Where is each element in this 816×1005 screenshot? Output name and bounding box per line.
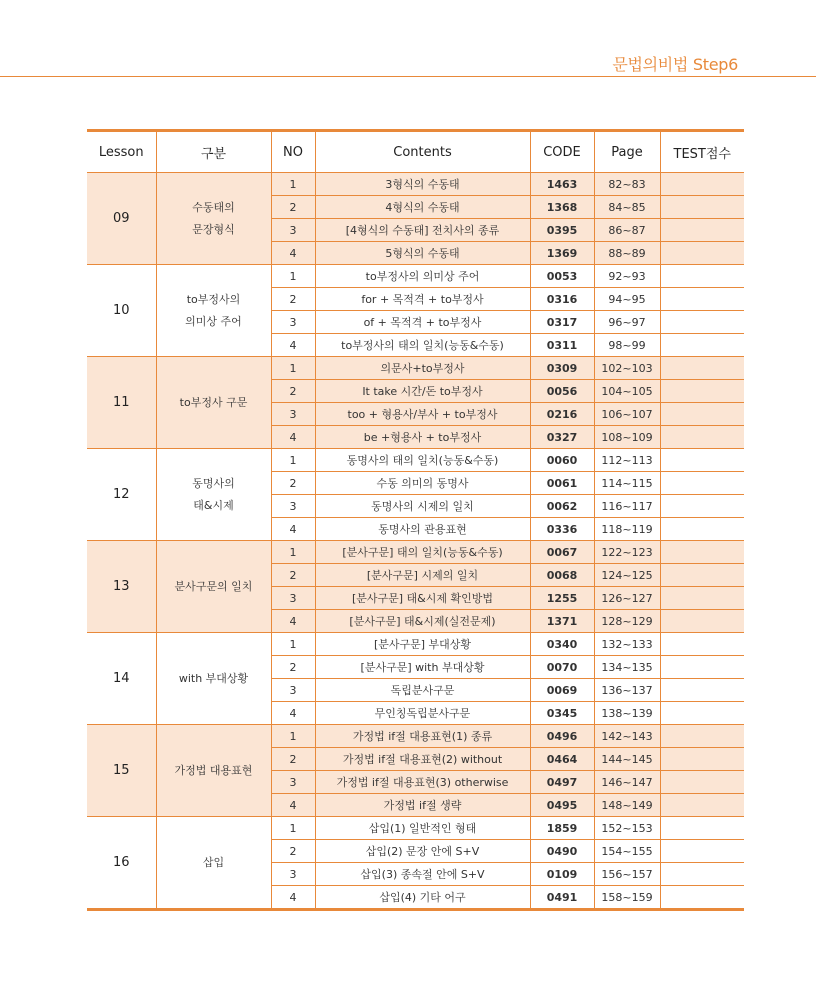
lesson-category: 분사구문의 일치 xyxy=(156,541,271,633)
test-score-cell[interactable] xyxy=(660,265,744,288)
test-score-cell[interactable] xyxy=(660,794,744,817)
test-score-cell[interactable] xyxy=(660,679,744,702)
row-page: 134~135 xyxy=(594,656,660,679)
test-score-cell[interactable] xyxy=(660,518,744,541)
row-page: 144~145 xyxy=(594,748,660,771)
table-row xyxy=(87,817,744,840)
row-number: 2 xyxy=(271,656,315,679)
test-score-cell[interactable] xyxy=(660,357,744,380)
row-number: 4 xyxy=(271,518,315,541)
row-contents: 삽입(4) 기타 어구 xyxy=(315,886,530,910)
row-page: 104~105 xyxy=(594,380,660,403)
row-number: 3 xyxy=(271,311,315,334)
test-score-cell[interactable] xyxy=(660,495,744,518)
lesson-category: 가정법 대용표현 xyxy=(156,725,271,817)
row-number: 3 xyxy=(271,863,315,886)
row-code: 0061 xyxy=(530,472,594,495)
test-score-cell[interactable] xyxy=(660,771,744,794)
row-contents: 삽입(2) 문장 안에 S+V xyxy=(315,840,530,863)
row-contents: [분사구문] 부대상황 xyxy=(315,633,530,656)
col-header-category: 구분 xyxy=(156,131,271,173)
test-score-cell[interactable] xyxy=(660,449,744,472)
row-code: 0053 xyxy=(530,265,594,288)
row-contents: 무인칭독립분사구문 xyxy=(315,702,530,725)
row-code: 0311 xyxy=(530,334,594,357)
row-contents: [분사구문] 시제의 일치 xyxy=(315,564,530,587)
row-page: 138~139 xyxy=(594,702,660,725)
row-number: 4 xyxy=(271,242,315,265)
row-contents: 동명사의 태의 일치(능동&수동) xyxy=(315,449,530,472)
table-row xyxy=(87,173,744,196)
row-contents: 4형식의 수동태 xyxy=(315,196,530,219)
row-contents: be +형용사 + to부정사 xyxy=(315,426,530,449)
test-score-cell[interactable] xyxy=(660,219,744,242)
row-page: 116~117 xyxy=(594,495,660,518)
row-page: 102~103 xyxy=(594,357,660,380)
row-number: 3 xyxy=(271,771,315,794)
row-contents: 수동 의미의 동명사 xyxy=(315,472,530,495)
test-score-cell[interactable] xyxy=(660,334,744,357)
row-number: 2 xyxy=(271,748,315,771)
col-header-code: CODE xyxy=(530,131,594,173)
row-code: 0316 xyxy=(530,288,594,311)
test-score-cell[interactable] xyxy=(660,564,744,587)
table-row xyxy=(87,725,744,748)
row-page: 142~143 xyxy=(594,725,660,748)
lesson-number: 10 xyxy=(87,265,156,357)
row-code: 0336 xyxy=(530,518,594,541)
row-page: 156~157 xyxy=(594,863,660,886)
lesson-number: 09 xyxy=(87,173,156,265)
lesson-number: 12 xyxy=(87,449,156,541)
test-score-cell[interactable] xyxy=(660,196,744,219)
row-page: 86~87 xyxy=(594,219,660,242)
lesson-category: to부정사의 의미상 주어 xyxy=(156,265,271,357)
test-score-cell[interactable] xyxy=(660,886,744,910)
row-page: 122~123 xyxy=(594,541,660,564)
row-code: 0327 xyxy=(530,426,594,449)
row-page: 132~133 xyxy=(594,633,660,656)
test-score-cell[interactable] xyxy=(660,610,744,633)
row-page: 128~129 xyxy=(594,610,660,633)
row-number: 1 xyxy=(271,725,315,748)
lesson-group xyxy=(87,725,744,817)
row-contents: 동명사의 시제의 일치 xyxy=(315,495,530,518)
row-code: 1368 xyxy=(530,196,594,219)
col-header-no: NO xyxy=(271,131,315,173)
test-score-cell[interactable] xyxy=(660,748,744,771)
row-page: 158~159 xyxy=(594,886,660,910)
row-code: 0056 xyxy=(530,380,594,403)
row-contents: to부정사의 의미상 주어 xyxy=(315,265,530,288)
row-contents: [분사구문] 태의 일치(능동&수동) xyxy=(315,541,530,564)
row-code: 0496 xyxy=(530,725,594,748)
row-number: 1 xyxy=(271,817,315,840)
test-score-cell[interactable] xyxy=(660,403,744,426)
page-header-title: 문법의비법 Step6 xyxy=(612,55,738,74)
row-number: 1 xyxy=(271,265,315,288)
test-score-cell[interactable] xyxy=(660,288,744,311)
row-code: 0309 xyxy=(530,357,594,380)
table-row xyxy=(87,633,744,656)
lesson-category: with 부대상황 xyxy=(156,633,271,725)
row-number: 3 xyxy=(271,219,315,242)
row-code: 0317 xyxy=(530,311,594,334)
row-code: 0490 xyxy=(530,840,594,863)
row-contents: for + 목적격 + to부정사 xyxy=(315,288,530,311)
row-code: 0067 xyxy=(530,541,594,564)
row-page: 114~115 xyxy=(594,472,660,495)
test-score-cell[interactable] xyxy=(660,702,744,725)
lesson-number: 13 xyxy=(87,541,156,633)
row-contents: 가정법 if절 대용표현(2) without xyxy=(315,748,530,771)
row-page: 108~109 xyxy=(594,426,660,449)
row-page: 154~155 xyxy=(594,840,660,863)
test-score-cell[interactable] xyxy=(660,863,744,886)
row-contents: too + 형용사/부사 + to부정사 xyxy=(315,403,530,426)
lesson-table xyxy=(87,129,744,911)
row-code: 1369 xyxy=(530,242,594,265)
row-number: 3 xyxy=(271,403,315,426)
lesson-group xyxy=(87,633,744,725)
table-row xyxy=(87,357,744,380)
row-code: 0216 xyxy=(530,403,594,426)
test-score-cell[interactable] xyxy=(660,472,744,495)
row-code: 0491 xyxy=(530,886,594,910)
row-contents: 동명사의 관용표현 xyxy=(315,518,530,541)
row-contents: 삽입(3) 종속절 안에 S+V xyxy=(315,863,530,886)
row-contents: [분사구문] 태&시제(실전문제) xyxy=(315,610,530,633)
row-contents: 가정법 if절 대용표현(3) otherwise xyxy=(315,771,530,794)
lesson-group xyxy=(87,173,744,265)
row-contents: 가정법 if절 생략 xyxy=(315,794,530,817)
test-score-cell[interactable] xyxy=(660,633,744,656)
row-page: 148~149 xyxy=(594,794,660,817)
lesson-number: 15 xyxy=(87,725,156,817)
test-score-cell[interactable] xyxy=(660,587,744,610)
row-code: 0464 xyxy=(530,748,594,771)
row-code: 0395 xyxy=(530,219,594,242)
test-score-cell[interactable] xyxy=(660,656,744,679)
row-page: 98~99 xyxy=(594,334,660,357)
row-page: 106~107 xyxy=(594,403,660,426)
row-code: 0340 xyxy=(530,633,594,656)
row-contents: [분사구문] 태&시제 확인방법 xyxy=(315,587,530,610)
row-page: 96~97 xyxy=(594,311,660,334)
row-contents: 삽입(1) 일반적인 형태 xyxy=(315,817,530,840)
lesson-category: to부정사 구문 xyxy=(156,357,271,449)
row-code: 0345 xyxy=(530,702,594,725)
row-number: 1 xyxy=(271,357,315,380)
test-score-cell[interactable] xyxy=(660,426,744,449)
row-number: 4 xyxy=(271,610,315,633)
row-page: 112~113 xyxy=(594,449,660,472)
lesson-group xyxy=(87,541,744,633)
row-contents: 3형식의 수동태 xyxy=(315,173,530,196)
row-code: 1859 xyxy=(530,817,594,840)
row-contents: 독립분사구문 xyxy=(315,679,530,702)
header-divider xyxy=(0,76,816,77)
row-number: 4 xyxy=(271,334,315,357)
table-row xyxy=(87,449,744,472)
row-page: 124~125 xyxy=(594,564,660,587)
row-code: 0060 xyxy=(530,449,594,472)
row-page: 82~83 xyxy=(594,173,660,196)
test-score-cell[interactable] xyxy=(660,725,744,748)
row-contents: 가정법 if절 대용표현(1) 종류 xyxy=(315,725,530,748)
row-page: 136~137 xyxy=(594,679,660,702)
row-number: 3 xyxy=(271,679,315,702)
lesson-number: 11 xyxy=(87,357,156,449)
test-score-cell[interactable] xyxy=(660,242,744,265)
row-number: 2 xyxy=(271,196,315,219)
test-score-cell[interactable] xyxy=(660,380,744,403)
row-page: 126~127 xyxy=(594,587,660,610)
row-number: 1 xyxy=(271,541,315,564)
lesson-number: 14 xyxy=(87,633,156,725)
row-code: 0070 xyxy=(530,656,594,679)
row-number: 4 xyxy=(271,794,315,817)
test-score-cell[interactable] xyxy=(660,840,744,863)
test-score-cell[interactable] xyxy=(660,311,744,334)
row-contents: [4형식의 수동태] 전치사의 종류 xyxy=(315,219,530,242)
row-number: 4 xyxy=(271,886,315,910)
row-code: 1463 xyxy=(530,173,594,196)
row-number: 1 xyxy=(271,173,315,196)
lesson-group xyxy=(87,357,744,449)
test-score-cell[interactable] xyxy=(660,541,744,564)
row-page: 84~85 xyxy=(594,196,660,219)
row-number: 2 xyxy=(271,840,315,863)
row-contents: of + 목적격 + to부정사 xyxy=(315,311,530,334)
table-header-row xyxy=(87,131,744,173)
col-header-test-score: TEST점수 xyxy=(660,131,744,173)
row-number: 2 xyxy=(271,288,315,311)
row-number: 2 xyxy=(271,380,315,403)
row-code: 0068 xyxy=(530,564,594,587)
row-contents: It take 시간/돈 to부정사 xyxy=(315,380,530,403)
row-code: 0069 xyxy=(530,679,594,702)
lesson-category: 수동태의 문장형식 xyxy=(156,173,271,265)
lesson-group xyxy=(87,817,744,910)
lesson-category: 삽입 xyxy=(156,817,271,910)
test-score-cell[interactable] xyxy=(660,173,744,196)
row-page: 88~89 xyxy=(594,242,660,265)
row-number: 4 xyxy=(271,702,315,725)
table-row xyxy=(87,265,744,288)
row-code: 0109 xyxy=(530,863,594,886)
row-code: 0495 xyxy=(530,794,594,817)
row-page: 92~93 xyxy=(594,265,660,288)
test-score-cell[interactable] xyxy=(660,817,744,840)
col-header-page: Page xyxy=(594,131,660,173)
row-number: 3 xyxy=(271,587,315,610)
row-number: 3 xyxy=(271,495,315,518)
row-contents: 의문사+to부정사 xyxy=(315,357,530,380)
row-number: 2 xyxy=(271,472,315,495)
table-row xyxy=(87,541,744,564)
row-page: 94~95 xyxy=(594,288,660,311)
col-header-contents: Contents xyxy=(315,131,530,173)
row-contents: [분사구문] with 부대상황 xyxy=(315,656,530,679)
lesson-number: 16 xyxy=(87,817,156,910)
row-number: 2 xyxy=(271,564,315,587)
row-number: 4 xyxy=(271,426,315,449)
col-header-lesson: Lesson xyxy=(87,131,156,173)
row-number: 1 xyxy=(271,449,315,472)
lesson-group xyxy=(87,449,744,541)
row-page: 118~119 xyxy=(594,518,660,541)
lesson-category: 동명사의 태&시제 xyxy=(156,449,271,541)
row-page: 152~153 xyxy=(594,817,660,840)
row-code: 1371 xyxy=(530,610,594,633)
row-code: 1255 xyxy=(530,587,594,610)
row-contents: 5형식의 수동태 xyxy=(315,242,530,265)
row-code: 0062 xyxy=(530,495,594,518)
row-page: 146~147 xyxy=(594,771,660,794)
row-number: 1 xyxy=(271,633,315,656)
row-contents: to부정사의 태의 일치(능동&수동) xyxy=(315,334,530,357)
lesson-group xyxy=(87,265,744,357)
row-code: 0497 xyxy=(530,771,594,794)
